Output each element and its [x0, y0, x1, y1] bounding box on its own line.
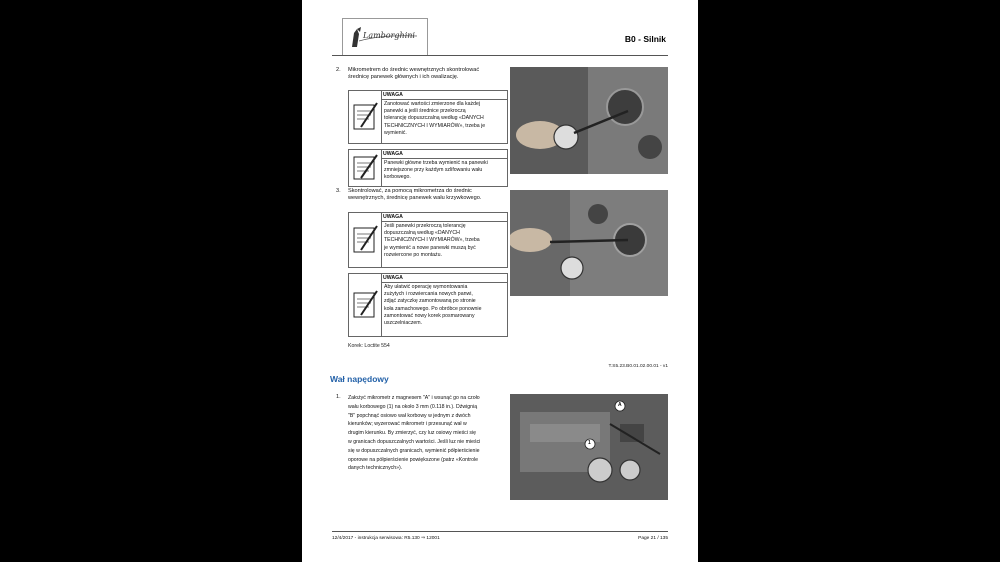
note-line: TECHNICZNYCH I WYMIARÓW», trzeba — [384, 237, 480, 244]
note-line: zmniejszone przy każdym szlifowaniu wału — [384, 167, 483, 174]
note-body — [384, 101, 505, 137]
note-body — [384, 223, 505, 259]
note-line: tolerancję dopuszczalną według «DANYCH — [384, 115, 484, 122]
page-header — [332, 14, 668, 56]
logo-text: Lamborghini — [363, 31, 415, 40]
label-1: 1 — [588, 440, 591, 446]
note-line: uszczelniaczem. — [384, 320, 423, 327]
step-text — [348, 67, 508, 81]
step-text — [348, 188, 508, 202]
step-number: 2. — [336, 67, 341, 73]
step-line: wewnętrznych, średnicę panewek wału krzywkowego. — [348, 195, 482, 202]
note-line: Panewki główne trzeba wymienić na panewki — [384, 160, 488, 166]
engine-block-illustration — [510, 67, 668, 174]
note-icon — [349, 274, 382, 336]
engine-photo-2 — [510, 190, 668, 296]
clipboard-pen-icon — [349, 213, 381, 267]
note-title: UWAGA — [383, 92, 403, 98]
header-rule — [332, 55, 668, 56]
section-heading: Wał napędowy — [330, 374, 389, 384]
step-number: 3. — [336, 188, 341, 194]
note-rule — [382, 158, 507, 159]
document-code: T.S5.23.B0.01.02.00.01 - v1 — [608, 364, 668, 369]
note-line: Jeśli panewki przekroczą tolerancję — [384, 223, 466, 229]
engine-photo-1 — [510, 67, 668, 174]
note-icon — [349, 150, 382, 186]
step-line: oporowe na półpierścienie powiększone (patrz «Kontrole — [348, 456, 479, 463]
crankshaft-illustration — [510, 394, 668, 500]
step-line: drugim kierunku. By zmierzyć, czy luz osiowy mieści się — [348, 430, 476, 437]
note-title: UWAGA — [383, 275, 403, 281]
footer-rule — [332, 531, 668, 532]
note-line: zamontować nowy korek posmarowany — [384, 312, 475, 319]
step-line: wału korbowego (1) na około 3 mm (0.118 in.). Dźwignią — [348, 403, 478, 410]
note-title: UWAGA — [383, 214, 403, 220]
step-line: Skontrolować, za pomocą mikrometrza do średnic — [348, 188, 472, 194]
note-box — [348, 149, 508, 187]
note-rule — [382, 282, 507, 283]
note-icon — [349, 213, 382, 267]
note-line: dopuszczalną według «DANYCH — [384, 230, 460, 237]
note-line: zdjąć zatyczkę zamontowaną po stronie — [384, 298, 476, 305]
step-line: kierunków; wyzerować mikrometr i przesunąć wał w — [348, 421, 467, 428]
section-title: B0 - Silnik — [624, 34, 666, 44]
clipboard-pen-icon — [349, 274, 381, 336]
step-line: średnicę panewek głównych i ich owalizację. — [348, 74, 459, 81]
page-number: Page 21 / 135 — [638, 536, 668, 541]
brand-logo — [342, 18, 428, 56]
note-line: Aby ułatwić operację wymontowania — [384, 284, 468, 290]
document-page — [302, 0, 698, 562]
note-line: wymienić. — [384, 129, 407, 136]
step-line: Założyć mikrometr z magnesem "A" i wsunąć go na czoło — [348, 395, 480, 401]
clipboard-pen-icon — [349, 150, 381, 186]
note-line: koła zamachowego. Po obróbce ponownie — [384, 305, 482, 312]
step-line: danych technicznych»). — [348, 465, 403, 472]
note-body — [384, 160, 505, 182]
crankshaft-photo — [510, 394, 668, 500]
note-line: zużytych i rozwiercania nowych panwi, — [384, 291, 473, 298]
note-line: rozwiercone po montażu. — [384, 251, 442, 258]
note-line: TECHNICZNYCH I WYMIARÓW», trzeba je — [384, 122, 486, 129]
engine-block-illustration — [510, 190, 668, 296]
clipboard-pen-icon — [349, 91, 381, 143]
note-icon — [349, 91, 382, 143]
label-a: A — [618, 402, 622, 408]
note-title: UWAGA — [383, 151, 403, 157]
note-body — [384, 284, 505, 327]
step-text — [348, 394, 508, 473]
step-line: w granicach dopuszczalnych wartości. Jeśli luz nie mieści — [348, 438, 481, 445]
note-rule — [382, 221, 507, 222]
note-box — [348, 273, 508, 337]
note-line: korbowego. — [384, 174, 411, 181]
note-line: Zanotować wartości zmierzone dla każdej — [384, 101, 481, 107]
sealant-text: Korek: Loctite 554 — [348, 343, 390, 349]
note-line: je wymienić a nowe panewki muszą być — [384, 244, 476, 251]
step-line: się w dopuszczalnych granicach, wymienić półpierścienie — [348, 447, 480, 454]
footer-left: 12/4/2017 - instrukcja serwisowa: R5.130 ⇒ 12001 — [332, 536, 440, 541]
step-line: "B" popchnąć osiowo wał korbowy w jednym z dwóch — [348, 412, 471, 419]
note-line: panewki a jeśli średnice przekroczą — [384, 108, 466, 115]
step-line: Mikrometrem do średnic wewnętrznych skontrolować — [348, 67, 480, 73]
step-number: 1. — [336, 394, 341, 400]
note-box — [348, 90, 508, 144]
note-box — [348, 212, 508, 268]
note-rule — [382, 99, 507, 100]
